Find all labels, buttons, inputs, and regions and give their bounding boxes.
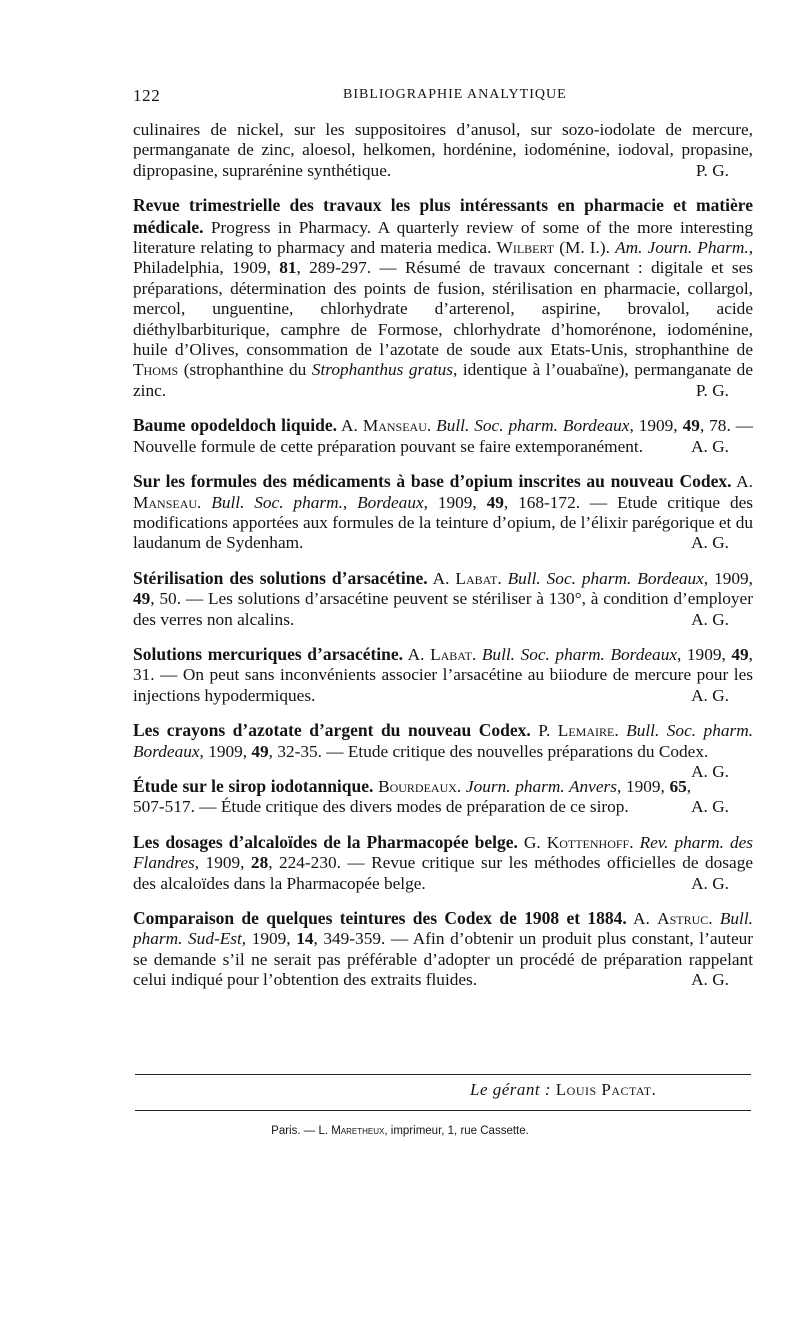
bibliography-entry — [133, 776, 753, 818]
bibliography-entry — [133, 120, 753, 181]
gerant-name: Louis Pactat. — [555, 1080, 657, 1099]
bibliography-entry — [133, 644, 753, 706]
entry-text: , 1909, — [423, 492, 487, 512]
entry-volume: 49 — [251, 741, 269, 761]
entry-author: Astruc — [657, 909, 709, 928]
entry-volume: 49 — [133, 589, 151, 609]
entry-journal: Bull. Soc. pharm. Bordeaux — [436, 416, 630, 436]
entry-volume: 81 — [279, 258, 297, 278]
entry-text: culinaires de nickel, sur les suppositoires d’anusol, sur sozo-iodolate de mercure, permanganate de zinc, aloesol, helkomen, hordénine, iodoménine, iodoval, propasine, dipropasine, suprarénine synthétique. — [133, 120, 753, 180]
page — [133, 86, 753, 991]
entry-text: . — [708, 909, 720, 928]
entry-volume: 49 — [486, 492, 504, 512]
gerant-line — [470, 1080, 656, 1100]
entry-title: Comparaison de quelques teintures des Codex de 1908 et 1884. — [133, 908, 627, 928]
entry-text: , 349-359. — Afin d’obtenir un produit plus constant, l’auteur se demande s’il ne serait pas préférable d’adopter un procédé de préparation rappelant celui indiqué pour l’obtention des extraits fluides. — [133, 929, 754, 990]
entry-species: Strophanthus gratus — [311, 360, 454, 380]
entry-journal: Bull. pharm. Sud-Est — [133, 909, 753, 949]
entry-text: , 1909, — [629, 416, 683, 436]
entry-volume: 28 — [250, 853, 269, 873]
entry-signature: A. G. — [691, 970, 729, 990]
entry-text: . — [497, 568, 508, 588]
entry-title: Baume opodeldoch liquide. — [133, 415, 338, 436]
entry-text: A. — [626, 909, 658, 928]
running-header — [133, 86, 753, 110]
entry-text: . — [456, 776, 466, 796]
entry-journal: Bull. Soc. pharm. Bordeaux — [133, 721, 754, 761]
entry-author: Labat — [430, 644, 472, 664]
entry-text: , 1909, — [677, 644, 732, 664]
entry-author: Labat — [455, 568, 498, 588]
entry-text: P. — [530, 721, 558, 741]
page-number: 122 — [133, 86, 161, 105]
entry-signature: P. G. — [695, 380, 729, 400]
entry-text: . — [614, 721, 627, 741]
entry-volume: 49 — [682, 416, 700, 436]
entry-text: . — [471, 644, 482, 664]
entry-signature: A. G. — [691, 685, 729, 705]
entry-text: . — [197, 492, 212, 512]
entry-text: , Philadelphia, 1909, — [133, 238, 754, 278]
entry-signature: A. G. — [691, 761, 729, 781]
entry-journal: Bull. Soc. pharm. Bordeaux — [481, 644, 678, 664]
entry-author: Manseau — [133, 492, 198, 512]
bibliography-entry — [133, 908, 753, 991]
entry-title: Étude sur le sirop iodotannique. — [133, 775, 374, 796]
entry-journal: Am. Journ. Pharm. — [615, 238, 749, 258]
entry-signature: A. G. — [691, 609, 729, 629]
entry-text: , 507-517. — Étude critique des divers modes de préparation de ce sirop. — [133, 776, 692, 817]
entry-signature: A. G. — [691, 436, 729, 456]
entry-text: , 1909, — [194, 853, 251, 873]
bibliography-entry — [133, 832, 753, 894]
footer-rule-lower — [135, 1110, 751, 1111]
printer-name: Maretheux — [331, 1125, 385, 1137]
entry-author: Thoms — [133, 360, 179, 380]
bibliography-entry — [133, 195, 753, 401]
entry-journal: Bull. Soc. pharm., Bordeaux — [211, 492, 424, 512]
entry-text: , 1909, — [241, 929, 297, 949]
entry-journal: Journ. pharm. Anvers — [465, 776, 617, 796]
entry-text: , 31. — On peut sans inconvénients associer l’arsacétine au biiodure de mercure pour les injections hypodermiques. — [133, 644, 753, 705]
entry-text: , 1909, — [703, 568, 754, 588]
entry-text: , 78. — Nouvelle formule de cette préparation pouvant se faire extemporanément. — [133, 416, 754, 456]
entry-signature: A. G. — [691, 797, 729, 817]
entry-author: Bourdeaux — [378, 776, 457, 796]
bibliography-entry — [133, 568, 753, 630]
entry-text: , 168-172. — Etude critique des modifications apportées aux formules de la teinture d’opium, de l’élixir parégorique et du laudanum de Sydenham. — [133, 492, 754, 553]
running-title: BIBLIOGRAPHIE ANALYTIQUE — [343, 87, 567, 102]
bibliography-entry — [133, 415, 753, 457]
entry-text: , 1909, — [199, 741, 252, 761]
gerant-label: Le gérant : — [470, 1080, 552, 1099]
entry-author: Kottenhoff — [546, 832, 630, 852]
entry-text: A. — [403, 644, 431, 664]
entry-text: A. — [731, 472, 753, 492]
entry-author: Wilbert — [496, 238, 555, 258]
printer-imprint — [0, 1125, 800, 1137]
entry-author: Lemaire — [557, 721, 615, 741]
entry-title: Solutions mercuriques d’arsacétine. — [133, 643, 404, 664]
entry-title: Stérilisation des solutions d’arsacétine. — [133, 567, 428, 588]
entry-text: , identique à l’ouabaïne), permanganate de zinc. — [133, 360, 753, 400]
entry-text: (strophanthine du — [178, 360, 312, 380]
entry-volume: 65 — [669, 776, 687, 796]
entry-text: , 289-297. — Résumé de travaux concernant : digitale et ses préparations, détermination des points de fusion, stérilisation en pharmacie, collargol, mercol, unguentine, chlorhydrate d’arterenol, aspirine, brovalol, acide diéthylbarbiturique, camphre de Formose, chlorhydrate d’homorénone, iodoménine, huile d’Olives, consommation de l’azotate de soude aux Etats-Unis, strophanthine de — [133, 258, 753, 360]
entry-title: Sur les formules des médicaments à base d’opium inscrites au nouveau Codex. — [133, 471, 732, 492]
entry-text: . — [629, 832, 640, 852]
entry-text: A. — [427, 568, 456, 588]
bibliography-body — [133, 120, 753, 991]
printer-text: Paris. — L. — [271, 1125, 332, 1137]
entry-text: A. — [337, 416, 363, 436]
entry-text: . — [426, 416, 437, 436]
entry-title: Revue trimestrielle des travaux les plus intéressants en pharmacie et matière médicale. — [133, 195, 753, 237]
entry-volume: 49 — [731, 644, 749, 664]
entry-author: Manseau — [362, 416, 427, 436]
entry-text: G. — [517, 832, 547, 852]
bibliography-entry — [133, 720, 754, 781]
entry-text: , 224-230. — Revue critique sur les méthodes officielles de dosage des alcaloïdes dans la Pharmacopée belge. — [133, 853, 754, 893]
entry-journal: Bull. Soc. pharm. Bordeaux — [507, 568, 704, 588]
entry-text: (M. I.). — [554, 238, 616, 258]
entry-text: Progress in Pharmacy. A quarterly review of some of the more interesting literature relating to pharmacy and materia medica. — [133, 217, 753, 258]
entry-signature: A. G. — [691, 533, 729, 553]
entry-signature: P. G. — [695, 160, 729, 180]
entry-title: Les crayons d’azotate d’argent du nouveau Codex. — [133, 720, 531, 741]
entry-title: Les dosages d’alcaloïdes de la Pharmacopée belge. — [133, 831, 518, 852]
entry-signature: A. G. — [691, 873, 729, 893]
entry-text: , 1909, — [616, 776, 670, 796]
entry-volume: 14 — [296, 929, 314, 949]
entry-journal: Rev. pharm. des Flandres — [133, 832, 754, 873]
printer-text: , imprimeur, 1, rue Cassette. — [384, 1125, 529, 1137]
entry-text: , 32-35. — Etude critique des nouvelles préparations du Codex. — [268, 741, 709, 761]
entry-text: , 50. — Les solutions d’arsacétine peuvent se stériliser à 130°, à condition d’employer des verres non alcalins. — [133, 589, 753, 629]
bibliography-entry — [133, 471, 753, 554]
footer-rule — [135, 1074, 751, 1075]
